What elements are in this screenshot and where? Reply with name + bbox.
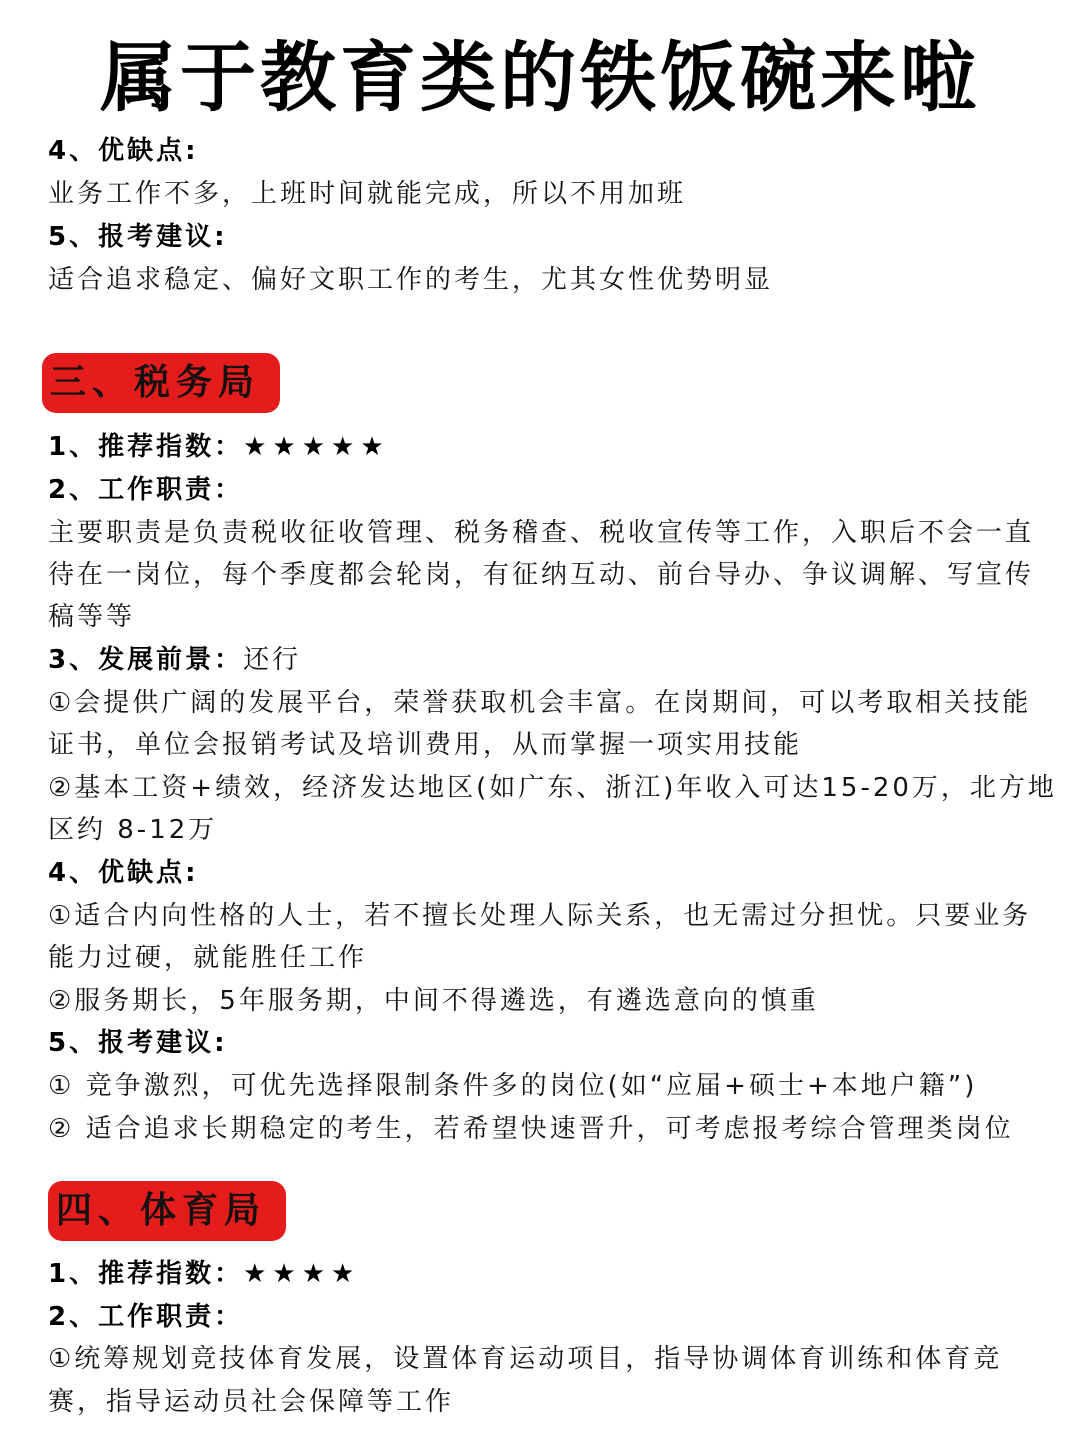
sports-duty-heading: 2、工作职责：: [48, 1302, 244, 1332]
tax-prospect: [48, 639, 1058, 681]
tax-prospect-value: 还行: [243, 645, 302, 675]
tax-pros-line: 能力过硬，就能胜任工作: [48, 943, 368, 973]
tax-duty-line: 稿等等: [48, 602, 136, 632]
intro-advice-text: 适合追求稳定、偏好文职工作的考生，尤其女性优势明显: [48, 265, 774, 295]
sports-rating: [48, 1253, 1058, 1295]
section-badge-tax: 三、税务局: [42, 353, 280, 413]
tax-prospect-line: ②基本工资+绩效，经济发达地区(如广东、浙江)年收入可达15-20万，北方地: [48, 773, 1057, 803]
sports-duty-line: ①统筹规划竞技体育发展，设置体育运动项目，指导协调体育训练和体育竞: [48, 1344, 1003, 1374]
page-title: 属于教育类的铁饭碗来啦: [100, 33, 980, 122]
tax-rating-stars: ★★★★★: [243, 432, 390, 462]
tax-duty-line: 待在一岗位，每个季度都会轮岗，有征纳互动、前台导办、争议调解、写宣传: [48, 560, 1035, 590]
sports-duty-line: 赛，指导运动员社会保障等工作: [48, 1387, 455, 1417]
intro-pros-heading: 4、优缺点:: [48, 136, 199, 166]
tax-prospect-line: 区约 8-12万: [48, 815, 218, 845]
tax-rating-label: 1、推荐指数：: [48, 432, 244, 462]
tax-prospect-line: 证书，单位会报销考试及培训费用，从而掌握一项实用技能: [48, 730, 803, 760]
tax-pros-heading: 4、优缺点:: [48, 858, 199, 888]
intro-pros-text: 业务工作不多，上班时间就能完成，所以不用加班: [48, 179, 687, 209]
section-badge-sports: 四、体育局: [48, 1181, 286, 1241]
tax-advice-line: ② 适合追求长期稳定的考生，若希望快速晋升，可考虑报考综合管理类岗位: [48, 1114, 1014, 1144]
sports-rating-label: 1、推荐指数：: [48, 1259, 244, 1289]
intro-advice-heading: 5、报考建议:: [48, 222, 228, 252]
tax-rating: [48, 426, 1058, 468]
tax-advice-line: ① 竞争激烈，可优先选择限制条件多的岗位(如“应届+硕士+本地户籍”): [48, 1071, 978, 1101]
sports-rating-stars: ★★★★: [243, 1259, 361, 1289]
tax-prospect-line: ①会提供广阔的发展平台，荣誉获取机会丰富。在岗期间，可以考取相关技能: [48, 688, 1032, 718]
tax-advice-heading: 5、报考建议:: [48, 1028, 228, 1058]
tax-duty-heading: 2、工作职责：: [48, 475, 244, 505]
tax-duty-line: 主要职责是负责税收征收管理、税务稽查、税收宣传等工作，入职后不会一直: [48, 518, 1035, 548]
tax-pros-line: ②服务期长，5年服务期，中间不得遴选，有遴选意向的慎重: [48, 986, 819, 1016]
tax-prospect-heading: 3、发展前景：: [48, 645, 244, 675]
tax-pros-line: ①适合内向性格的人士，若不擅长处理人际关系，也无需过分担忧。只要业务: [48, 901, 1032, 931]
